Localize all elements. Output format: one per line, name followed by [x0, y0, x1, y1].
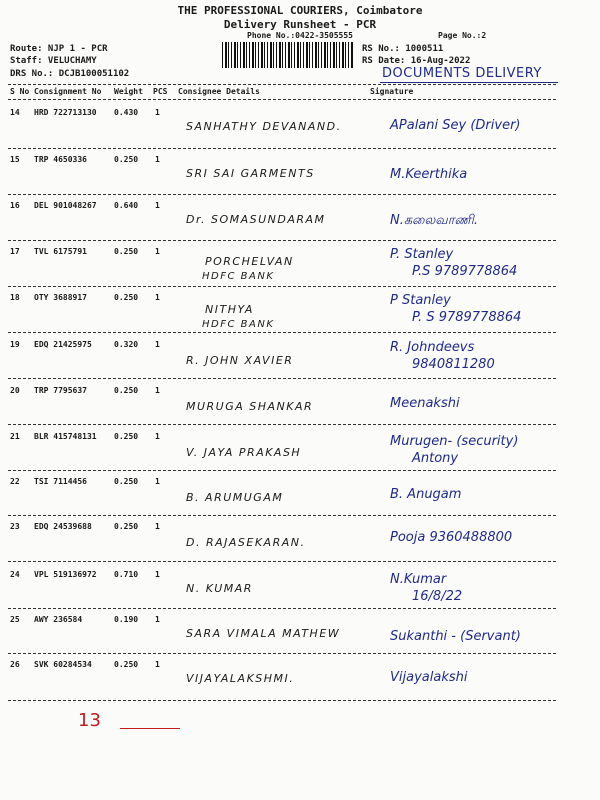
- row-signature: P Stanley: [390, 293, 451, 308]
- row-divider: [8, 332, 556, 333]
- row-consignment: AWY 236584: [34, 615, 83, 624]
- row-consignee: R. JOHN XAVIER: [186, 354, 294, 367]
- documents-delivery-stamp: DOCUMENTS DELIVERY: [382, 66, 542, 81]
- row-divider: [8, 700, 556, 701]
- row-sno: 14: [10, 108, 20, 117]
- row-signature: Vijayalakshi: [390, 670, 468, 685]
- row-weight: 0.250: [114, 293, 139, 302]
- row-consignment: HRD 722713130: [34, 108, 97, 117]
- row-consignment: EDQ 21425975: [34, 340, 92, 349]
- row-pcs: 1: [155, 522, 160, 531]
- row-divider: [8, 424, 556, 425]
- row-signature: Pooja 9360488800: [390, 530, 513, 545]
- row-pcs: 1: [155, 615, 160, 624]
- row-sno: 16: [10, 201, 20, 210]
- row-pcs: 1: [155, 293, 160, 302]
- row-sno: 25: [10, 615, 20, 624]
- row-sno: 17: [10, 247, 20, 256]
- row-consignment: VPL 519136972: [34, 570, 97, 579]
- row-divider: [8, 561, 556, 562]
- row-signature: N.கலைவாணி.: [390, 213, 478, 228]
- barcode: [222, 42, 354, 68]
- total-count: 13: [78, 710, 101, 731]
- route: Route: NJP 1 - PCR: [10, 44, 108, 54]
- row-consignment: EDQ 24539688: [34, 522, 92, 531]
- row-consignee: MURUGA SHANKAR: [186, 400, 314, 413]
- row-signature: APalani Sey (Driver): [390, 118, 521, 133]
- row-consignee: NITHYA: [205, 303, 254, 316]
- page-number: Page No.:2: [438, 31, 487, 40]
- row-divider: [8, 148, 556, 149]
- row-signature: Meenakshi: [390, 396, 460, 411]
- row-consignment: BLR 415748131: [34, 432, 97, 441]
- row-sno: 19: [10, 340, 20, 349]
- row-divider: [8, 515, 556, 516]
- row-divider: [8, 608, 556, 609]
- row-sno: 15: [10, 155, 20, 164]
- row-consignee: PORCHELVAN: [205, 255, 294, 268]
- row-divider: [8, 194, 556, 195]
- row-weight: 0.190: [114, 615, 139, 624]
- row-consignment: OTY 3688917: [34, 293, 87, 302]
- row-sno: 26: [10, 660, 20, 669]
- row-sno: 20: [10, 386, 20, 395]
- row-weight: 0.250: [114, 155, 139, 164]
- row-consignment: TRP 7795637: [34, 386, 87, 395]
- row-consignee: SANHATHY DEVANAND.: [186, 120, 342, 133]
- row-weight: 0.250: [114, 660, 139, 669]
- row-weight: 0.710: [114, 570, 139, 579]
- row-consignment: TRP 4650336: [34, 155, 87, 164]
- row-pcs: 1: [155, 340, 160, 349]
- row-pcs: 1: [155, 247, 160, 256]
- row-divider: [8, 240, 556, 241]
- row-signature: P. Stanley: [390, 247, 454, 262]
- col-signature: Signature: [370, 87, 414, 96]
- staff: Staff: VELUCHAMY: [10, 56, 97, 66]
- row-consignee: SRI SAI GARMENTS: [186, 167, 315, 180]
- row-pcs: 1: [155, 477, 160, 486]
- row-weight: 0.250: [114, 386, 139, 395]
- row-pcs: 1: [155, 155, 160, 164]
- row-consignment: DEL 901048267: [34, 201, 97, 210]
- row-consignment: TVL 6175791: [34, 247, 87, 256]
- row-signature: B. Anugam: [390, 487, 462, 502]
- total-underline: [120, 728, 180, 729]
- row-consignee: V. JAYA PRAKASH: [186, 446, 302, 459]
- row-sno: 21: [10, 432, 20, 441]
- row-signature-line2: 9840811280: [412, 357, 495, 372]
- row-pcs: 1: [155, 432, 160, 441]
- row-weight: 0.250: [114, 477, 139, 486]
- col-weight: Weight: [114, 87, 143, 96]
- row-sno: 24: [10, 570, 20, 579]
- row-signature: Murugen- (security): [390, 434, 519, 449]
- row-sno: 23: [10, 522, 20, 531]
- rs-date: RS Date: 16-Aug-2022: [362, 56, 471, 66]
- row-signature-line2: P. S 9789778864: [412, 310, 522, 325]
- row-weight: 0.430: [114, 108, 139, 117]
- row-consignee: D. RAJASEKARAN.: [186, 536, 306, 549]
- row-weight: 0.640: [114, 201, 139, 210]
- row-weight: 0.250: [114, 432, 139, 441]
- row-divider: [8, 378, 556, 379]
- row-divider: [8, 286, 556, 287]
- rs-number: RS No.: 1000511: [362, 44, 444, 54]
- row-consignee: B. ARUMUGAM: [186, 491, 284, 504]
- row-pcs: 1: [155, 570, 160, 579]
- row-sno: 18: [10, 293, 20, 302]
- row-signature: N.Kumar: [390, 572, 447, 587]
- row-consignee: Dr. SOMASUNDARAM: [186, 213, 326, 226]
- row-consignee: VIJAYALAKSHMI.: [186, 672, 295, 685]
- divider: [8, 99, 556, 100]
- col-pcs: PCS: [153, 87, 168, 96]
- row-pcs: 1: [155, 386, 160, 395]
- row-pcs: 1: [155, 201, 160, 210]
- row-signature: M.Keerthika: [390, 167, 468, 182]
- divider: [8, 84, 556, 85]
- runsheet-subtitle: Delivery Runsheet - PCR: [223, 18, 377, 31]
- row-weight: 0.250: [114, 247, 139, 256]
- row-consignee-line2: HDFC BANK: [202, 319, 275, 330]
- col-sno: S No: [10, 87, 30, 96]
- row-consignee: SARA VIMALA MATHEW: [186, 627, 341, 640]
- row-signature-line2: P.S 9789778864: [412, 264, 518, 279]
- row-consignee-line2: HDFC BANK: [202, 271, 275, 282]
- col-consignee: Consignee Details: [178, 87, 260, 96]
- row-weight: 0.250: [114, 522, 139, 531]
- row-consignment: SVK 60284534: [34, 660, 92, 669]
- col-consignment: Consignment No: [34, 87, 102, 96]
- phone-number: Phone No.:0422-3505555: [247, 31, 353, 40]
- row-sno: 22: [10, 477, 20, 486]
- row-weight: 0.320: [114, 340, 139, 349]
- company-title: THE PROFESSIONAL COURIERS, Coimbatore: [177, 4, 423, 17]
- row-signature-line2: Antony: [412, 451, 459, 466]
- row-divider: [8, 470, 556, 471]
- drs-number: DRS No.: DCJB100051102: [10, 69, 130, 79]
- row-divider: [8, 653, 556, 654]
- row-consignment: TSI 7114456: [34, 477, 87, 486]
- row-pcs: 1: [155, 660, 160, 669]
- row-pcs: 1: [155, 108, 160, 117]
- row-signature-line2: 16/8/22: [412, 589, 463, 604]
- row-consignee: N. KUMAR: [186, 582, 253, 595]
- stamp-underline: [380, 82, 558, 83]
- row-signature: Sukanthi - (Servant): [390, 629, 521, 644]
- row-signature: R. Johndeevs: [390, 340, 475, 355]
